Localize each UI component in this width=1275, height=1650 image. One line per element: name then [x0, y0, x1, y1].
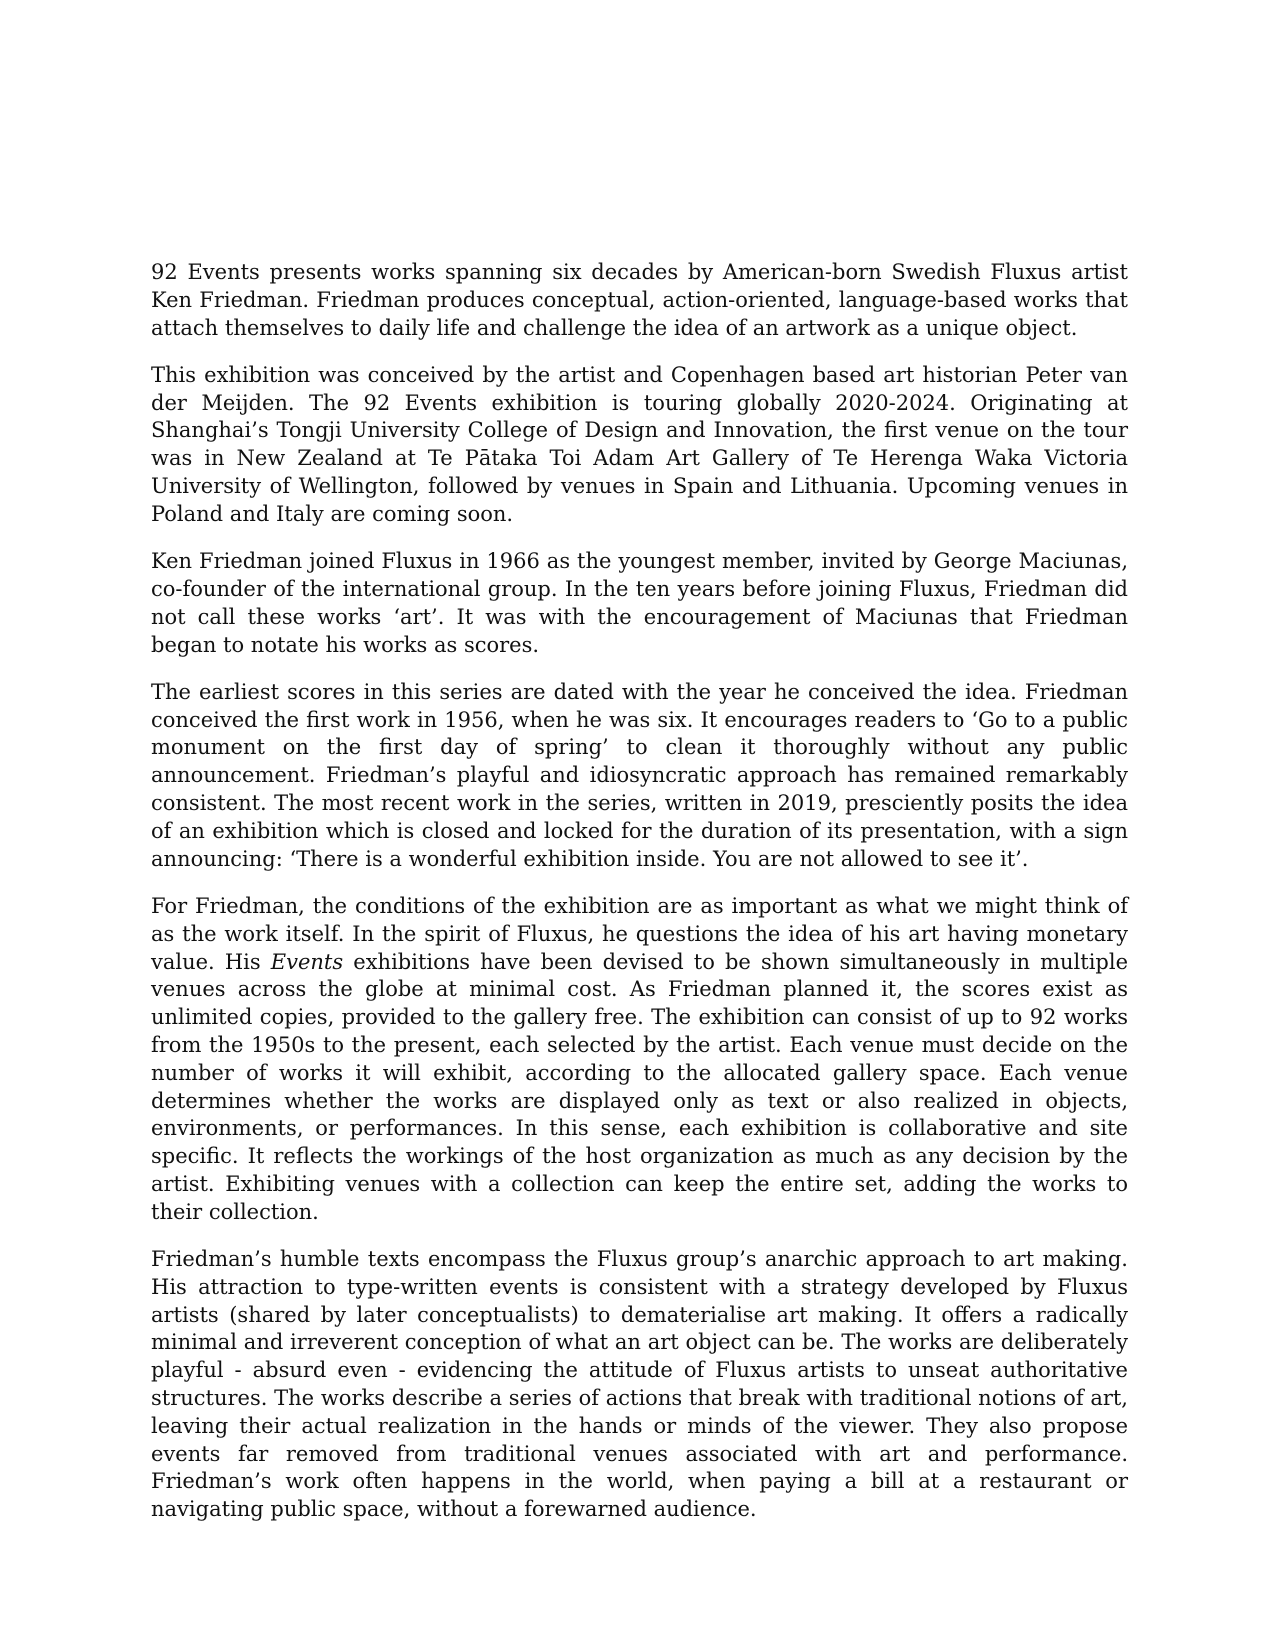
paragraph-fluxus-membership: Ken Friedman joined Fluxus in 1966 as the youngest member, invited by George Maciunas, co-founder of the international group. In the ten years before joining Fluxus, Friedman did not call these works ‘art’. It was with the encouragement of Maciunas that Friedman began to notate his works as scores.	[151, 549, 1128, 657]
body-text	[151, 259, 1128, 1524]
events-title-italic: Events	[270, 949, 344, 974]
paragraph-exhibition-conditions	[151, 893, 1128, 1227]
conditions-text-start: For Friedman, the conditions of the exhibition are as important as what we might think of as the work itself. In the spirit of Fluxus, he questions the idea of his art having monetary value. His	[151, 893, 1128, 974]
conditions-text-end: exhibitions have been devised to be shown simultaneously in multiple venues across the globe at minimal cost. As Friedman planned it, the scores exist as unlimited copies, provided to the gallery free. The exhibition can consist of up to 92 works from the 1950s to the present, each selected by the artist. Each venue must decide on the number of works it will exhibit, according to the allocated gallery space. Each venue determines whether the works are displayed only as text or also realized in objects, environments, or performances. In this sense, each exhibition is collaborative and site specific. It reflects the workings of the host organization as much as any decision by the artist. Exhibiting venues with a collection can keep the entire set, adding the works to their collection.	[151, 949, 1128, 1224]
paragraph-exhibition-tour: This exhibition was conceived by the artist and Copenhagen based art historian Peter van der Meijden. The 92 Events exhibition is touring globally 2020-2024. Originating at Shanghai’s Tongji University College of Design and Innovation, the first venue on the tour was in New Zealand at Te Pātaka Toi Adam Art Gallery of Te Herenga Waka Victoria University of Wellington, followed by venues in Spain and Lithuania. Upcoming venues in Poland and Italy are coming soon.	[151, 362, 1128, 526]
paragraph-earliest-scores: The earliest scores in this series are dated with the year he conceived the idea. Friedman conceived the first work in 1956, when he was six. It encourages readers to ‘Go to a public monument on the first day of spring’ to clean it thoroughly without any public announcement. Friedman’s playful and idiosyncratic approach has remained remarkably consistent. The most recent work in the series, written in 2019, presciently posits the idea of an exhibition which is closed and locked for the duration of its presentation, with a sign announcing: ‘There is a wonderful exhibition inside. You are not allowed to see it’.	[151, 679, 1128, 871]
paragraph-intro: 92 Events presents works spanning six decades by American-born Swedish Fluxus artist Ken Friedman. Friedman produces conceptual, action-oriented, language-based works that attach themselves to daily life and challenge the idea of an artwork as a unique object.	[151, 260, 1128, 340]
paragraph-humble-texts: Friedman’s humble texts encompass the Fluxus group’s anarchic approach to art making. His attraction to type-written events is consistent with a strategy developed by Fluxus artists (shared by later conceptualists) to dematerialise art making. It offers a radically minimal and irreverent conception of what an art object can be. The works are deliberately playful - absurd even - evidencing the attitude of Fluxus artists to unseat authoritative structures. The works describe a series of actions that break with traditional notions of art, leaving their actual realization in the hands or minds of the viewer. They also propose events far removed from traditional venues associated with art and performance. Friedman’s work often happens in the world, when paying a bill at a restaurant or navigating public space, without a forewarned audience.	[151, 1247, 1128, 1522]
